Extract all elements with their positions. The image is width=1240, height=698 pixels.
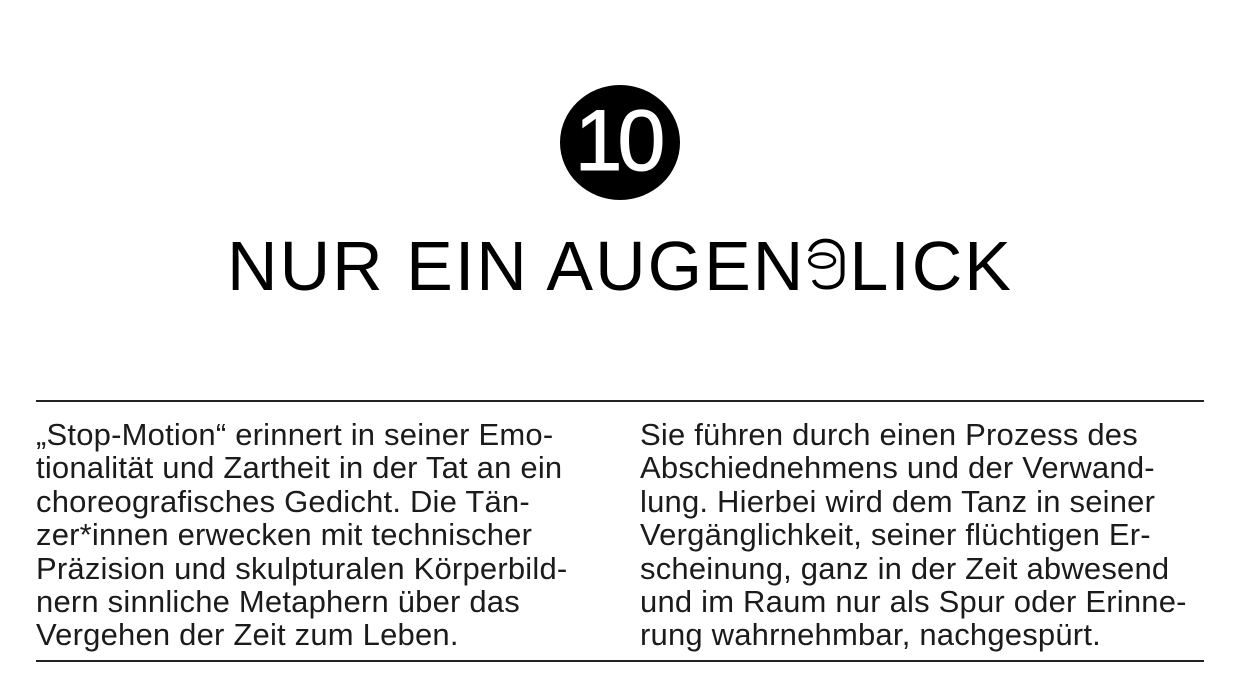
text-line: und im Raum nur als Spur oder Erinne- xyxy=(640,583,1187,619)
text-line: lung. Hierbei wird dem Tanz in seiner xyxy=(640,483,1156,519)
top-divider xyxy=(36,400,1204,402)
text-column-right xyxy=(640,418,1204,652)
page-title xyxy=(0,227,1240,305)
text-column-left xyxy=(36,418,596,652)
stylized-b-glyph xyxy=(807,231,846,301)
number-badge xyxy=(560,85,680,200)
text-line: tionalität und Zartheit in der Tat an ein xyxy=(36,450,563,486)
title-pre-text: NUR EIN AUGEN xyxy=(227,227,806,305)
text-line: Vergänglichkeit, seiner flüchtigen Er- xyxy=(640,517,1151,553)
text-line: Präzision und skulpturalen Körperbild- xyxy=(36,550,568,586)
text-line: choreografisches Gedicht. Die Tän- xyxy=(36,483,530,519)
text-line: Abschiednehmens und der Verwand- xyxy=(640,450,1155,486)
title-post-text: LICK xyxy=(849,227,1013,305)
text-line: nern sinnliche Metaphern über das xyxy=(36,583,520,619)
text-line: rung wahrnehmbar, nachgespürt. xyxy=(640,617,1101,653)
text-line: Vergehen der Zeit zum Leben. xyxy=(36,617,459,653)
title-special-letter xyxy=(846,231,847,232)
badge-number: 10 xyxy=(574,92,661,189)
bottom-divider xyxy=(36,660,1204,662)
text-line: „Stop-Motion“ erinnert in seiner Emo- xyxy=(36,417,554,452)
text-line: Sie führen durch einen Prozess des xyxy=(640,417,1138,452)
text-line: scheinung, ganz in der Zeit abwesend xyxy=(640,550,1170,586)
text-line: zer*innen erwecken mit technischer xyxy=(36,517,533,553)
